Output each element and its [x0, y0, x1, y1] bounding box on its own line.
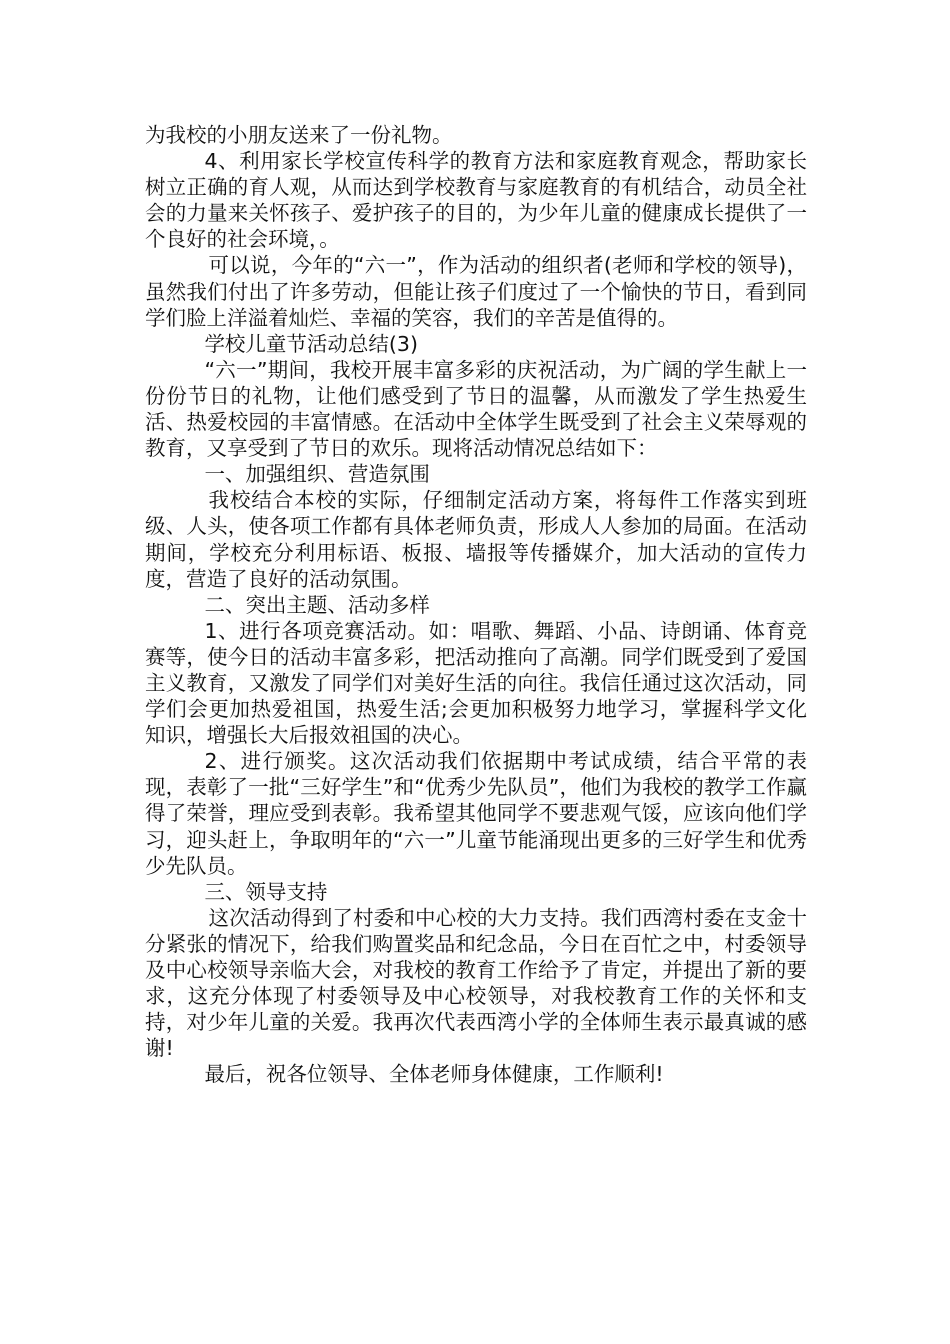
paragraph: 这次活动得到了村委和中心校的大力支持。我们西湾村委在支金十分紧张的情况下，给我们购置奖品和纪念品，今日在百忙之中，村委领导及中心校领导亲临大会，对我校的教育工作给予了肯定，并提出了新的要求，这充分体现了村委领导及中心校领导，对我校教育工作的关怀和支持，对少年儿童的关爱。我再次代表西湾小学的全体师生表示最真诚的感谢! — [145, 905, 807, 1061]
paragraph: 2、进行颁奖。这次活动我们依据期中考试成绩，结合平常的表现，表彰了一批“三好学生”和“优秀少先队员”，他们为我校的教学工作赢得了荣誉，理应受到表彰。我希望其他同学不要悲观气馁，应该向他们学习，迎头赶上，争取明年的“六一”儿童节能涌现出更多的三好学生和优秀少先队员。 — [145, 749, 807, 878]
paragraph: 4、利用家长学校宣传科学的教育方法和家庭教育观念，帮助家长树立正确的育人观，从而达到学校教育与家庭教育的有机结合，动员全社会的力量来关怀孩子、爱护孩子的目的，为少年儿童的健康成长提供了一个良好的社会环境，。 — [145, 149, 807, 252]
section-title: 学校儿童节活动总结(3) — [204, 331, 418, 356]
section-heading: 一、加强组织、营造氛围 — [204, 462, 430, 487]
section-heading: 三、领导支持 — [204, 879, 328, 904]
paragraph: 1、进行各项竞赛活动。如：唱歌、舞蹈、小品、诗朗诵、体育竞赛等，使今日的活动丰富多彩，把活动推向了高潮。同学们既受到了爱国主义教育，又激发了同学们对美好生活的向往。我信任通过这次活动，同学们会更加热爱祖国，热爱生活;会更加积极努力地学习，掌握科学文化知识，增强长大后报效祖国的决心。 — [145, 618, 807, 748]
document-body — [145, 122, 807, 1087]
section-heading: 二、突出主题、活动多样 — [204, 592, 430, 617]
paragraph: 可以说，今年的“六一”，作为活动的组织者(老师和学校的领导)，虽然我们付出了许多劳动，但能让孩子们度过了一个愉快的节日，看到同学们脸上洋溢着灿烂、幸福的笑容，我们的辛苦是值得的。 — [145, 253, 807, 330]
paragraph: 最后，祝各位领导、全体老师身体健康，工作顺利! — [204, 1062, 664, 1087]
paragraph: “六一”期间，我校开展丰富多彩的庆祝活动，为广阔的学生献上一份份节日的礼物，让他们感受到了节日的温馨，从而激发了学生热爱生活、热爱校园的丰富情感。在活动中全体学生既受到了社会主义荣辱观的教育，又享受到了节日的欢乐。现将活动情况总结如下： — [145, 357, 807, 461]
paragraph: 我校结合本校的实际，仔细制定活动方案，将每件工作落实到班级、人头，使各项工作都有具体老师负责，形成人人参加的局面。在活动期间，学校充分利用标语、板报、墙报等传播媒介，加大活动的宣传力度，营造了良好的活动氛围。 — [145, 488, 807, 591]
paragraph: 为我校的小朋友送来了一份礼物。 — [145, 123, 453, 147]
